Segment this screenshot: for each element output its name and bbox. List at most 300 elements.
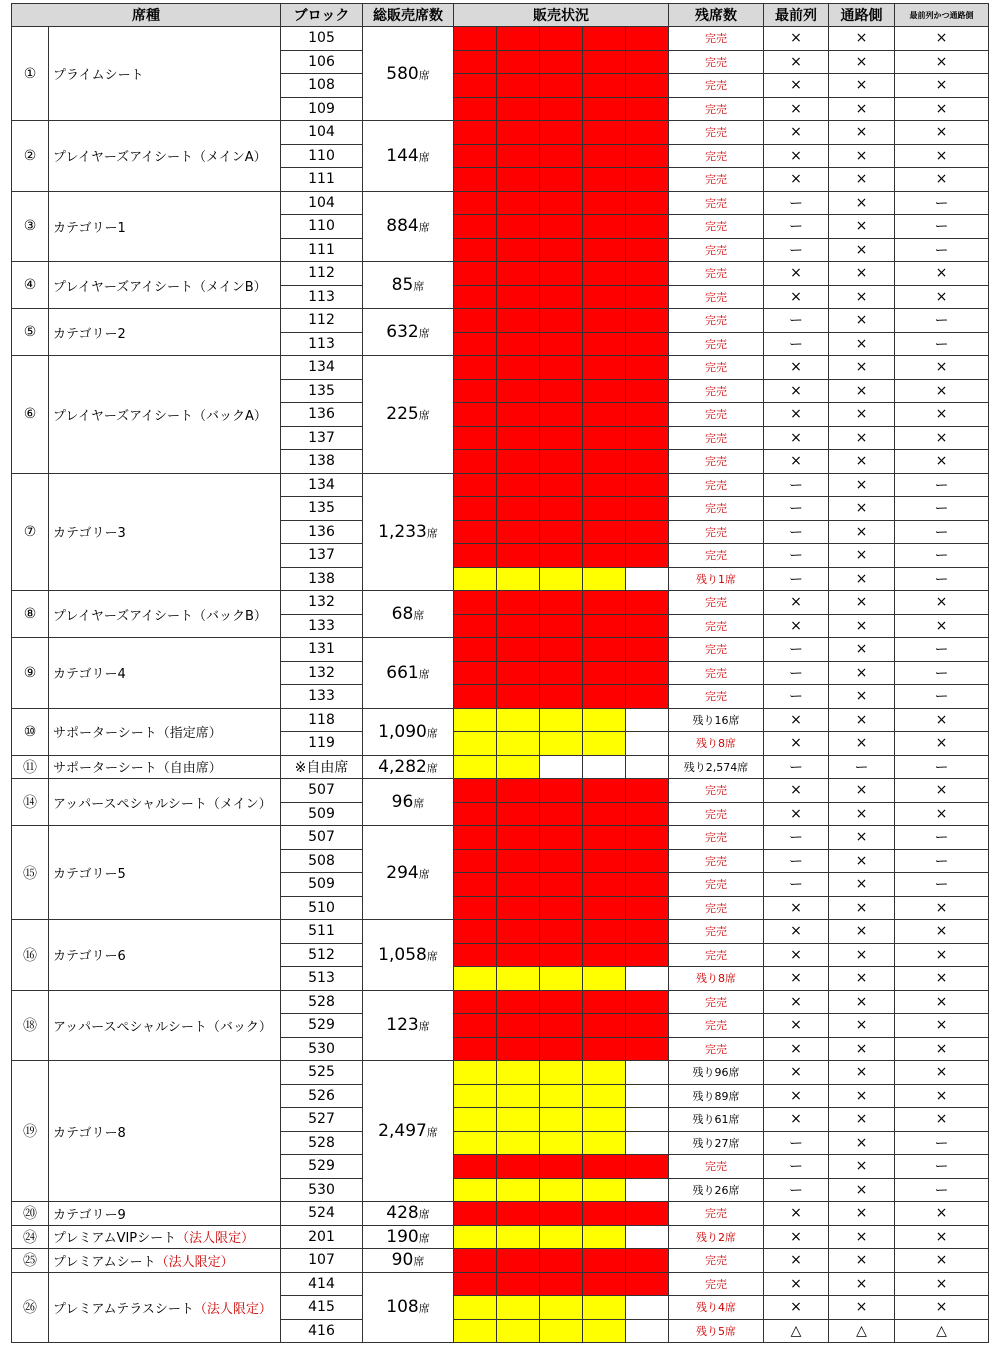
sales-status-cell bbox=[454, 1225, 497, 1249]
sales-status-cell bbox=[497, 332, 540, 356]
sales-status-cell bbox=[454, 990, 497, 1014]
sales-status-cell bbox=[497, 967, 540, 991]
front-row-mark: × bbox=[764, 121, 829, 145]
remaining-seats: 完売 bbox=[669, 614, 764, 638]
sales-status-cell bbox=[626, 567, 669, 591]
sales-status-cell bbox=[583, 708, 626, 732]
sales-status-cell bbox=[540, 1319, 583, 1343]
sales-status-cell bbox=[626, 614, 669, 638]
seat-name-cell bbox=[49, 1225, 281, 1249]
block-number: 112 bbox=[281, 309, 363, 333]
sales-status-cell bbox=[540, 614, 583, 638]
sales-status-cell bbox=[626, 708, 669, 732]
block-number: 529 bbox=[281, 1155, 363, 1179]
sales-status-cell bbox=[626, 332, 669, 356]
remaining-seats: 完売 bbox=[669, 379, 764, 403]
aisle-mark: × bbox=[829, 309, 895, 333]
remaining-seats: 完売 bbox=[669, 238, 764, 262]
seat-status-table-wrapper bbox=[11, 3, 989, 1343]
sales-status-cell bbox=[626, 144, 669, 168]
seat-number: ⑳ bbox=[12, 1202, 49, 1226]
seat-name-cell bbox=[49, 1272, 281, 1343]
sales-status-cell bbox=[454, 332, 497, 356]
remaining-seats: 完売 bbox=[669, 50, 764, 74]
front-row-mark: × bbox=[764, 1061, 829, 1085]
table-row bbox=[12, 755, 989, 779]
sales-status-cell bbox=[454, 121, 497, 145]
front-row-mark: × bbox=[764, 1084, 829, 1108]
sales-status-cell bbox=[626, 685, 669, 709]
sales-status-cell bbox=[583, 591, 626, 615]
seat-name-cell bbox=[49, 262, 281, 309]
total-seats-unit: 席 bbox=[426, 761, 438, 775]
sales-status-cell bbox=[540, 873, 583, 897]
sales-status-cell bbox=[497, 356, 540, 380]
total-seats-cell bbox=[363, 1225, 454, 1249]
front-row-mark: △ bbox=[764, 1319, 829, 1343]
front-row-mark: × bbox=[764, 97, 829, 121]
front-row-mark: ー bbox=[764, 567, 829, 591]
aisle-mark: × bbox=[829, 967, 895, 991]
block-number: 111 bbox=[281, 238, 363, 262]
sales-status-cell bbox=[626, 168, 669, 192]
sales-status-cell bbox=[540, 332, 583, 356]
sales-status-cell bbox=[583, 732, 626, 756]
total-seats-unit: 席 bbox=[418, 68, 430, 82]
front-and-aisle-mark: × bbox=[895, 403, 989, 427]
sales-status-cell bbox=[497, 1249, 540, 1273]
sales-status-cell bbox=[454, 1178, 497, 1202]
sales-status-cell bbox=[540, 708, 583, 732]
aisle-mark: × bbox=[829, 285, 895, 309]
front-and-aisle-mark: × bbox=[895, 990, 989, 1014]
sales-status-cell bbox=[626, 967, 669, 991]
front-and-aisle-mark: ー bbox=[895, 238, 989, 262]
seat-name-cell bbox=[49, 591, 281, 638]
table-row bbox=[12, 1249, 989, 1273]
block-number: ※自由席 bbox=[281, 755, 363, 779]
seat-number: ⑥ bbox=[12, 356, 49, 474]
sales-status-cell bbox=[626, 755, 669, 779]
header-front-and-aisle: 最前列かつ通路側 bbox=[895, 4, 989, 27]
block-number: 525 bbox=[281, 1061, 363, 1085]
total-seats-unit: 席 bbox=[413, 797, 425, 810]
remaining-seats: 残り27席 bbox=[669, 1131, 764, 1155]
sales-status-cell bbox=[497, 27, 540, 51]
sales-status-cell bbox=[583, 356, 626, 380]
sales-status-cell bbox=[497, 74, 540, 98]
total-seats-unit: 席 bbox=[426, 526, 438, 540]
seat-name: カテゴリー4 bbox=[53, 667, 126, 683]
front-row-mark: × bbox=[764, 920, 829, 944]
sales-status-cell bbox=[454, 191, 497, 215]
sales-status-cell bbox=[583, 779, 626, 803]
sales-status-cell bbox=[583, 497, 626, 521]
sales-status-cell bbox=[626, 544, 669, 568]
sales-status-cell bbox=[454, 27, 497, 51]
front-row-mark: × bbox=[764, 74, 829, 98]
sales-status-cell bbox=[454, 520, 497, 544]
total-seats-unit: 席 bbox=[418, 221, 430, 235]
aisle-mark: × bbox=[829, 708, 895, 732]
sales-status-cell bbox=[540, 826, 583, 850]
sales-status-cell bbox=[583, 1272, 626, 1296]
sales-status-cell bbox=[583, 285, 626, 309]
front-and-aisle-mark: × bbox=[895, 74, 989, 98]
sales-status-cell bbox=[497, 920, 540, 944]
sales-status-cell bbox=[626, 1249, 669, 1273]
aisle-mark: × bbox=[829, 403, 895, 427]
block-number: 526 bbox=[281, 1084, 363, 1108]
table-row bbox=[12, 990, 989, 1014]
header-front-row: 最前列 bbox=[764, 4, 829, 27]
total-seats-cell bbox=[363, 826, 454, 920]
total-seats-value: 632 bbox=[386, 322, 419, 342]
sales-status-cell bbox=[497, 1225, 540, 1249]
front-and-aisle-mark: × bbox=[895, 802, 989, 826]
table-row bbox=[12, 1272, 989, 1296]
remaining-seats: 完売 bbox=[669, 497, 764, 521]
sales-status-cell bbox=[626, 379, 669, 403]
remaining-seats: 完売 bbox=[669, 849, 764, 873]
block-number: 507 bbox=[281, 826, 363, 850]
remaining-seats: 残り16席 bbox=[669, 708, 764, 732]
sales-status-cell bbox=[454, 1272, 497, 1296]
sales-status-cell bbox=[583, 967, 626, 991]
sales-status-cell bbox=[583, 802, 626, 826]
front-and-aisle-mark: × bbox=[895, 708, 989, 732]
total-seats-unit: 席 bbox=[418, 327, 430, 340]
total-seats-value: 1,058 bbox=[378, 944, 427, 965]
front-and-aisle-mark: × bbox=[895, 50, 989, 74]
sales-status-cell bbox=[540, 1178, 583, 1202]
front-and-aisle-mark: × bbox=[895, 168, 989, 192]
front-and-aisle-mark: × bbox=[895, 1202, 989, 1226]
remaining-seats: 完売 bbox=[669, 638, 764, 662]
sales-status-cell bbox=[454, 450, 497, 474]
sales-status-cell bbox=[540, 450, 583, 474]
remaining-seats: 完売 bbox=[669, 520, 764, 544]
sales-status-cell bbox=[497, 426, 540, 450]
seat-name: カテゴリー9 bbox=[53, 1207, 126, 1223]
sales-status-cell bbox=[454, 614, 497, 638]
aisle-mark: × bbox=[829, 379, 895, 403]
block-number: 107 bbox=[281, 1249, 363, 1273]
front-row-mark: × bbox=[764, 591, 829, 615]
aisle-mark: × bbox=[829, 1296, 895, 1320]
aisle-mark: × bbox=[829, 849, 895, 873]
remaining-seats: 完売 bbox=[669, 873, 764, 897]
remaining-seats: 完売 bbox=[669, 309, 764, 333]
sales-status-cell bbox=[540, 1108, 583, 1132]
block-number: 138 bbox=[281, 450, 363, 474]
sales-status-cell bbox=[626, 920, 669, 944]
total-seats-value: 884 bbox=[386, 216, 419, 237]
total-seats-value: 123 bbox=[386, 1015, 419, 1036]
total-seats-cell bbox=[363, 755, 454, 779]
sales-status-cell bbox=[497, 638, 540, 662]
aisle-mark: × bbox=[829, 168, 895, 192]
sales-status-cell bbox=[626, 1131, 669, 1155]
total-seats-unit: 席 bbox=[413, 1255, 425, 1269]
front-row-mark: ー bbox=[764, 873, 829, 897]
front-and-aisle-mark: △ bbox=[895, 1319, 989, 1343]
aisle-mark: × bbox=[829, 943, 895, 967]
sales-status-cell bbox=[497, 1037, 540, 1061]
sales-status-cell bbox=[583, 1319, 626, 1343]
front-and-aisle-mark: × bbox=[895, 732, 989, 756]
front-row-mark: ー bbox=[764, 826, 829, 850]
remaining-seats: 完売 bbox=[669, 990, 764, 1014]
sales-status-cell bbox=[626, 779, 669, 803]
sales-status-cell bbox=[497, 685, 540, 709]
seat-name-cell bbox=[49, 990, 281, 1061]
sales-status-cell bbox=[497, 168, 540, 192]
block-number: 138 bbox=[281, 567, 363, 591]
front-row-mark: × bbox=[764, 403, 829, 427]
front-and-aisle-mark: ー bbox=[895, 567, 989, 591]
block-number: 110 bbox=[281, 215, 363, 239]
table-row bbox=[12, 262, 989, 286]
remaining-seats: 残り8席 bbox=[669, 967, 764, 991]
front-row-mark: × bbox=[764, 168, 829, 192]
sales-status-cell bbox=[626, 1225, 669, 1249]
sales-status-cell bbox=[454, 591, 497, 615]
remaining-seats: 完売 bbox=[669, 685, 764, 709]
aisle-mark: × bbox=[829, 896, 895, 920]
remaining-seats: 残り5席 bbox=[669, 1319, 764, 1343]
sales-status-cell bbox=[454, 426, 497, 450]
sales-status-cell bbox=[497, 544, 540, 568]
sales-status-cell bbox=[454, 732, 497, 756]
sales-status-cell bbox=[583, 1249, 626, 1273]
front-row-mark: ー bbox=[764, 332, 829, 356]
sales-status-cell bbox=[454, 379, 497, 403]
aisle-mark: × bbox=[829, 1037, 895, 1061]
sales-status-cell bbox=[540, 473, 583, 497]
front-and-aisle-mark: ー bbox=[895, 1131, 989, 1155]
front-and-aisle-mark: × bbox=[895, 896, 989, 920]
block-number: 530 bbox=[281, 1178, 363, 1202]
front-and-aisle-mark: × bbox=[895, 426, 989, 450]
seat-name-cell bbox=[49, 356, 281, 474]
sales-status-cell bbox=[583, 849, 626, 873]
sales-status-cell bbox=[540, 403, 583, 427]
aisle-mark: × bbox=[829, 873, 895, 897]
remaining-seats: 完売 bbox=[669, 356, 764, 380]
remaining-seats: 完売 bbox=[669, 121, 764, 145]
total-seats-unit: 席 bbox=[418, 150, 430, 164]
sales-status-cell bbox=[626, 356, 669, 380]
total-seats-unit: 席 bbox=[418, 1208, 430, 1222]
aisle-mark: × bbox=[829, 1014, 895, 1038]
table-row bbox=[12, 638, 989, 662]
aisle-mark: × bbox=[829, 1249, 895, 1273]
aisle-mark: △ bbox=[829, 1319, 895, 1343]
sales-status-cell bbox=[497, 379, 540, 403]
seat-number: ③ bbox=[12, 191, 49, 262]
sales-status-cell bbox=[454, 285, 497, 309]
aisle-mark: × bbox=[829, 591, 895, 615]
aisle-mark: × bbox=[829, 1202, 895, 1226]
sales-status-cell bbox=[497, 943, 540, 967]
sales-status-cell bbox=[540, 1084, 583, 1108]
total-seats-value: 428 bbox=[386, 1203, 419, 1224]
total-seats-cell bbox=[363, 920, 454, 991]
sales-status-cell bbox=[497, 1296, 540, 1320]
total-seats-value: 85 bbox=[391, 275, 414, 295]
front-row-mark: × bbox=[764, 1014, 829, 1038]
front-and-aisle-mark: × bbox=[895, 144, 989, 168]
front-row-mark: × bbox=[764, 779, 829, 803]
total-seats-cell bbox=[363, 1202, 454, 1226]
header-aisle: 通路側 bbox=[829, 4, 895, 27]
table-row bbox=[12, 356, 989, 380]
block-number: 513 bbox=[281, 967, 363, 991]
seat-number: ⑭ bbox=[12, 779, 49, 826]
sales-status-cell bbox=[454, 1296, 497, 1320]
remaining-seats: 完売 bbox=[669, 262, 764, 286]
front-and-aisle-mark: × bbox=[895, 27, 989, 51]
sales-status-cell bbox=[540, 755, 583, 779]
sales-status-cell bbox=[626, 27, 669, 51]
remaining-seats: 完売 bbox=[669, 332, 764, 356]
front-row-mark: × bbox=[764, 50, 829, 74]
seat-name: カテゴリー5 bbox=[53, 867, 126, 882]
seat-name-cell bbox=[49, 121, 281, 192]
block-number: 132 bbox=[281, 661, 363, 685]
sales-status-cell bbox=[583, 873, 626, 897]
total-seats-cell bbox=[363, 121, 454, 192]
sales-status-cell bbox=[497, 97, 540, 121]
block-number: 112 bbox=[281, 262, 363, 286]
front-and-aisle-mark: ー bbox=[895, 191, 989, 215]
block-number: 530 bbox=[281, 1037, 363, 1061]
sales-status-cell bbox=[497, 1131, 540, 1155]
sales-status-cell bbox=[497, 708, 540, 732]
seat-name-cell bbox=[49, 27, 281, 121]
header-block: ブロック bbox=[281, 4, 363, 27]
block-number: 132 bbox=[281, 591, 363, 615]
front-row-mark: × bbox=[764, 1272, 829, 1296]
header-sales-status: 販売状況 bbox=[454, 4, 669, 27]
total-seats-value: 225 bbox=[386, 404, 419, 425]
block-number: 201 bbox=[281, 1225, 363, 1249]
aisle-mark: × bbox=[829, 238, 895, 262]
aisle-mark: × bbox=[829, 779, 895, 803]
sales-status-cell bbox=[540, 967, 583, 991]
total-seats-unit: 席 bbox=[418, 1231, 430, 1245]
remaining-seats: 完売 bbox=[669, 1272, 764, 1296]
sales-status-cell bbox=[454, 1061, 497, 1085]
front-row-mark: × bbox=[764, 896, 829, 920]
front-row-mark: × bbox=[764, 285, 829, 309]
table-row bbox=[12, 27, 989, 51]
sales-status-cell bbox=[454, 356, 497, 380]
sales-status-cell bbox=[583, 121, 626, 145]
sales-status-cell bbox=[583, 567, 626, 591]
remaining-seats: 完売 bbox=[669, 285, 764, 309]
total-seats-unit: 席 bbox=[418, 1020, 430, 1034]
seat-name-cell bbox=[49, 638, 281, 709]
front-and-aisle-mark: ー bbox=[895, 497, 989, 521]
seat-number: ㉖ bbox=[12, 1272, 49, 1343]
sales-status-cell bbox=[583, 1178, 626, 1202]
sales-status-cell bbox=[626, 121, 669, 145]
sales-status-cell bbox=[497, 614, 540, 638]
total-seats-unit: 席 bbox=[413, 280, 425, 293]
sales-status-cell bbox=[583, 50, 626, 74]
front-row-mark: × bbox=[764, 1202, 829, 1226]
sales-status-cell bbox=[583, 450, 626, 474]
total-seats-cell bbox=[363, 638, 454, 709]
sales-status-cell bbox=[540, 97, 583, 121]
sales-status-cell bbox=[454, 262, 497, 286]
sales-status-cell bbox=[626, 873, 669, 897]
aisle-mark: × bbox=[829, 356, 895, 380]
table-row bbox=[12, 591, 989, 615]
aisle-mark: × bbox=[829, 920, 895, 944]
seat-name: プレイヤーズアイシート（メインA） bbox=[53, 150, 267, 166]
remaining-seats: 残り96席 bbox=[669, 1061, 764, 1085]
front-row-mark: × bbox=[764, 943, 829, 967]
seat-name-cell bbox=[49, 309, 281, 356]
sales-status-cell bbox=[583, 27, 626, 51]
sales-status-cell bbox=[540, 520, 583, 544]
aisle-mark: × bbox=[829, 1108, 895, 1132]
block-number: 528 bbox=[281, 990, 363, 1014]
sales-status-cell bbox=[497, 567, 540, 591]
sales-status-cell bbox=[540, 779, 583, 803]
total-seats-value: 96 bbox=[391, 792, 414, 812]
block-number: 416 bbox=[281, 1319, 363, 1343]
aisle-mark: × bbox=[829, 802, 895, 826]
sales-status-cell bbox=[540, 1296, 583, 1320]
sales-status-cell bbox=[540, 1272, 583, 1296]
aisle-mark: × bbox=[829, 1272, 895, 1296]
sales-status-cell bbox=[540, 379, 583, 403]
sales-status-cell bbox=[583, 755, 626, 779]
block-number: 131 bbox=[281, 638, 363, 662]
front-row-mark: ー bbox=[764, 638, 829, 662]
remaining-seats: 残り2席 bbox=[669, 1225, 764, 1249]
table-row bbox=[12, 1061, 989, 1085]
sales-status-cell bbox=[540, 356, 583, 380]
seat-name: カテゴリー3 bbox=[53, 526, 126, 542]
aisle-mark: × bbox=[829, 97, 895, 121]
sales-status-cell bbox=[626, 1014, 669, 1038]
remaining-seats: 完売 bbox=[669, 779, 764, 803]
front-and-aisle-mark: ー bbox=[895, 1155, 989, 1179]
sales-status-cell bbox=[540, 1061, 583, 1085]
seat-name-cell bbox=[49, 826, 281, 920]
sales-status-cell bbox=[497, 309, 540, 333]
sales-status-cell bbox=[454, 567, 497, 591]
sales-status-cell bbox=[626, 826, 669, 850]
total-seats-value: 190 bbox=[386, 1226, 419, 1247]
front-and-aisle-mark: × bbox=[895, 1061, 989, 1085]
front-row-mark: × bbox=[764, 967, 829, 991]
remaining-seats: 完売 bbox=[669, 943, 764, 967]
sales-status-cell bbox=[626, 1084, 669, 1108]
front-row-mark: × bbox=[764, 802, 829, 826]
front-and-aisle-mark: × bbox=[895, 1296, 989, 1320]
aisle-mark: × bbox=[829, 1225, 895, 1249]
sales-status-cell bbox=[540, 1014, 583, 1038]
sales-status-cell bbox=[454, 638, 497, 662]
total-seats-value: 90 bbox=[391, 1250, 414, 1271]
total-seats-cell bbox=[363, 473, 454, 591]
